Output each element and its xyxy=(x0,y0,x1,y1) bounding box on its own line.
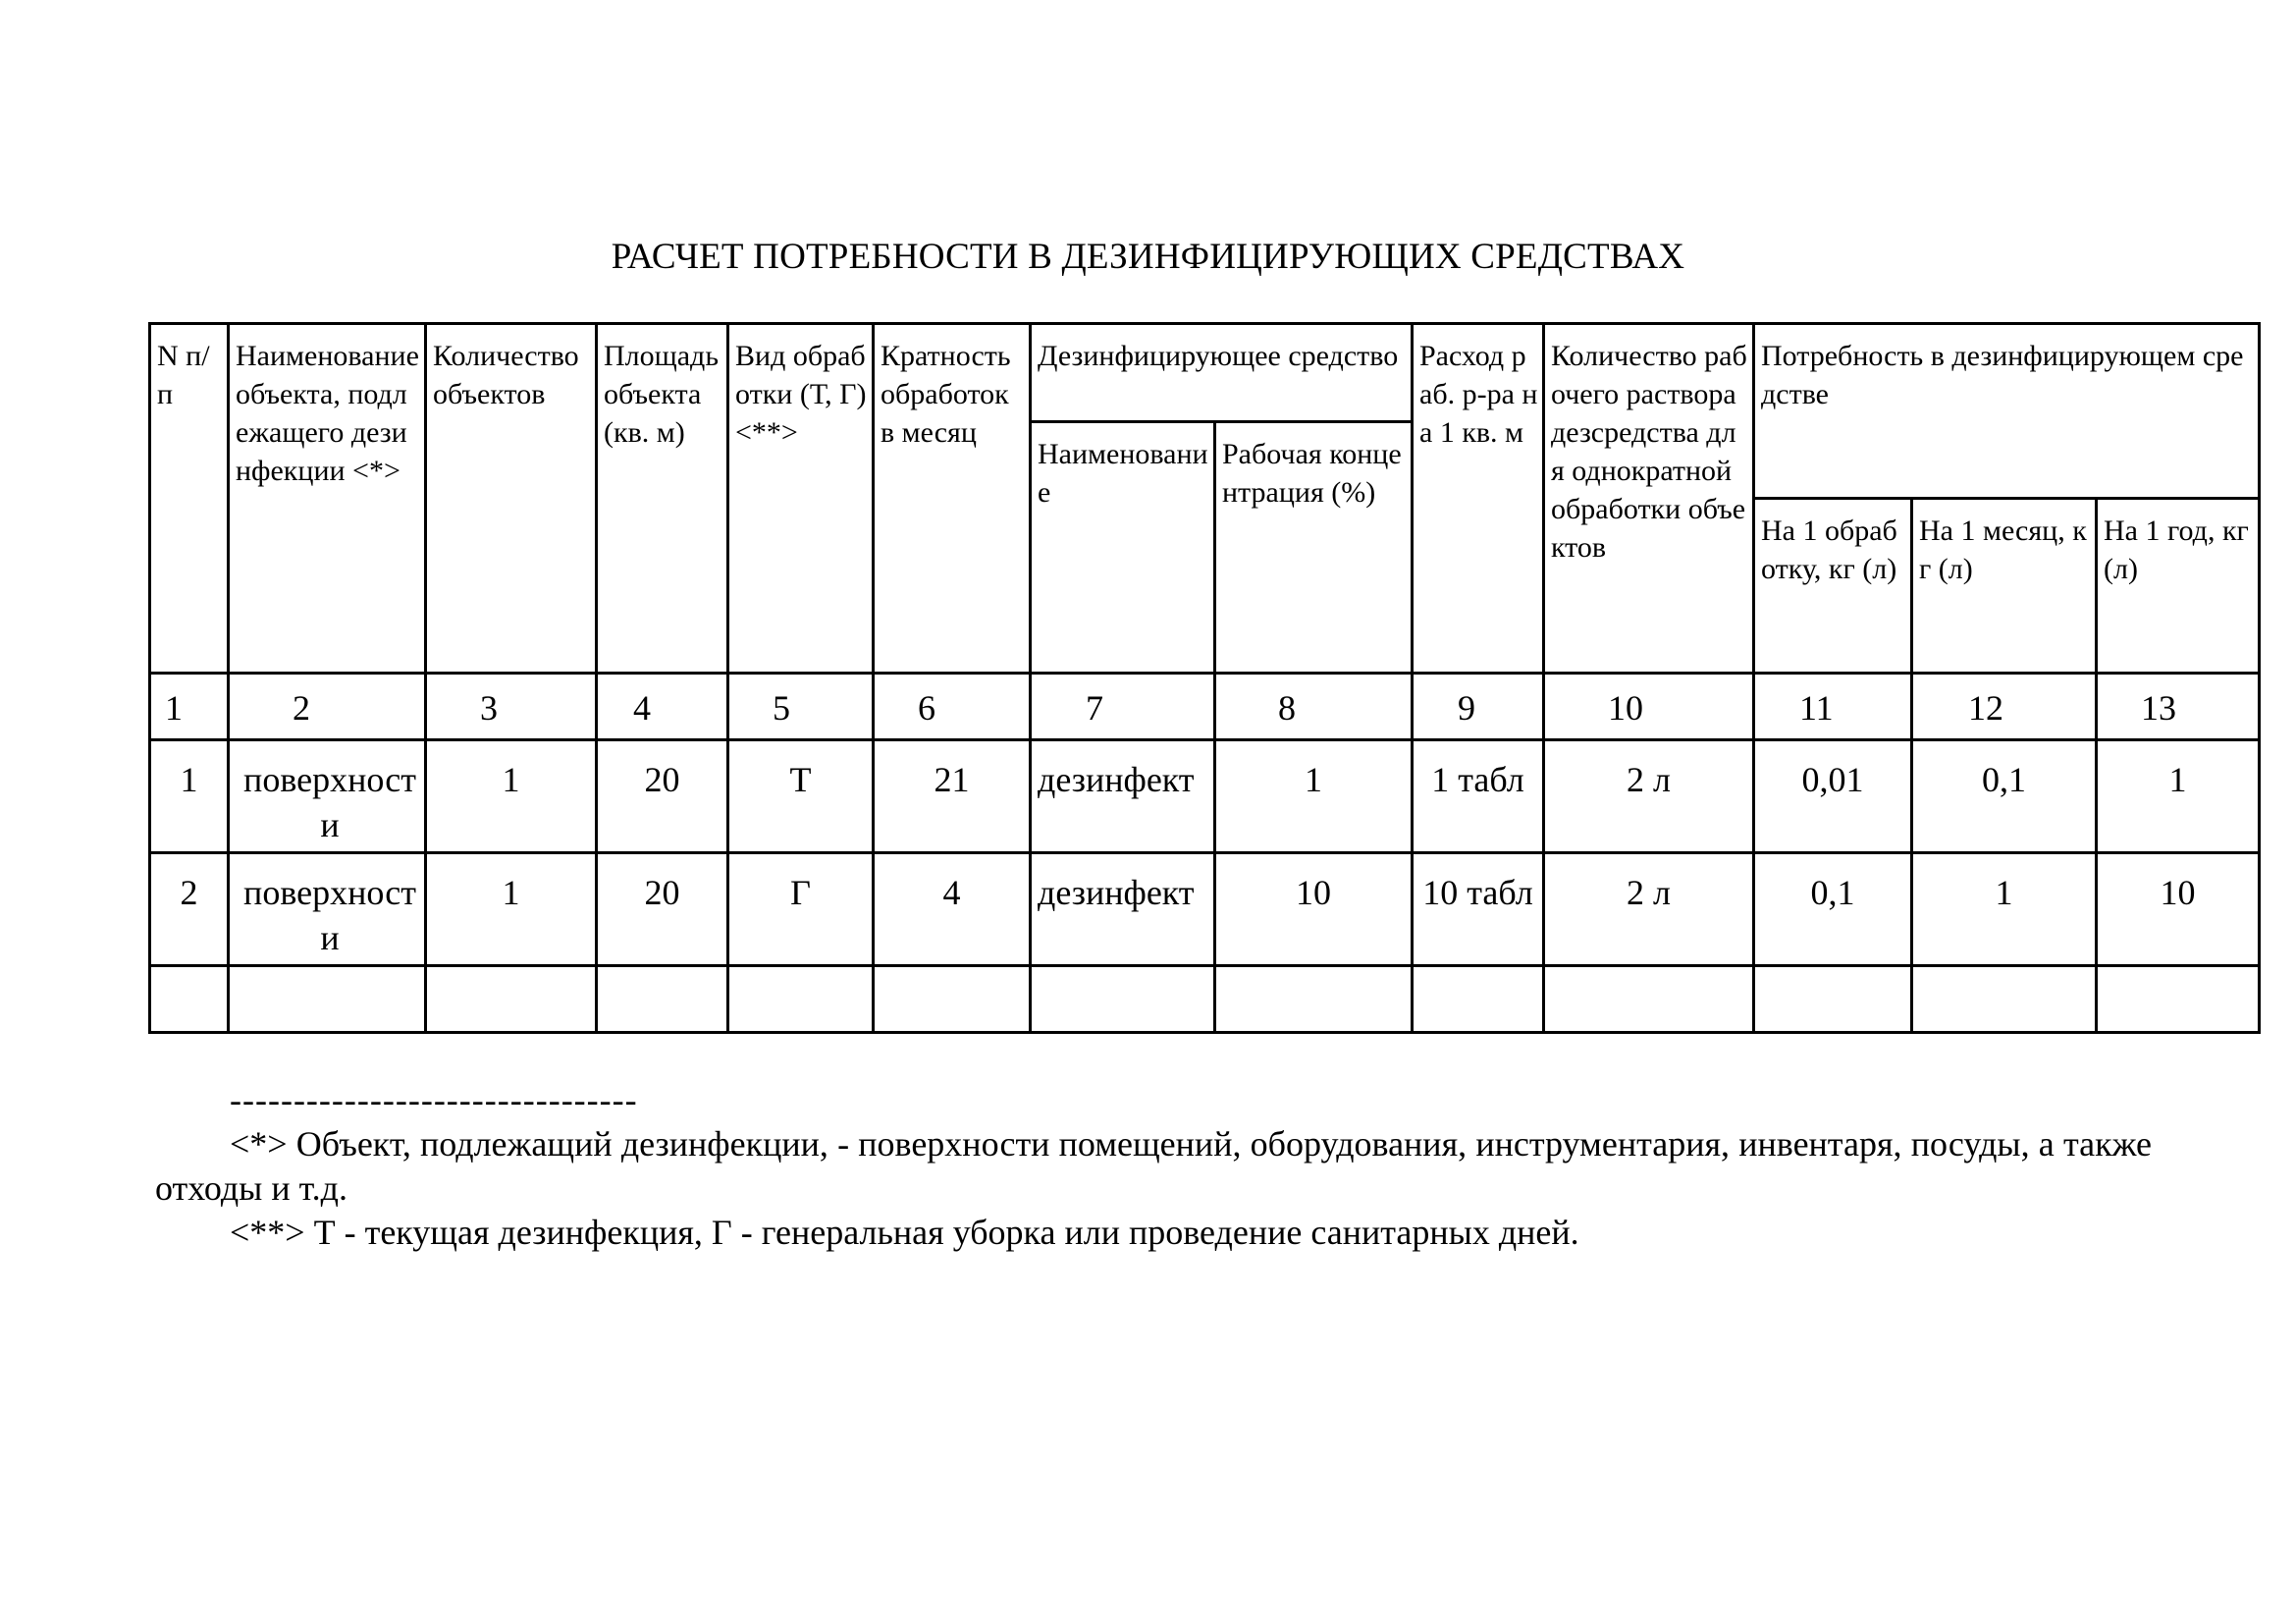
cell-per-treatment: 0,1 xyxy=(1754,853,1912,966)
column-number: 6 xyxy=(874,674,1031,740)
header-concentration: Рабочая концентрация (%) xyxy=(1215,422,1413,674)
empty-table-row xyxy=(150,966,2260,1033)
cell-consumption: 10 табл xyxy=(1413,853,1544,966)
column-number: 8 xyxy=(1215,674,1413,740)
empty-cell xyxy=(1544,966,1754,1033)
cell-agent: дезинфект xyxy=(1031,740,1215,853)
cell-concentration: 1 xyxy=(1215,740,1413,853)
cell-per-month: 0,1 xyxy=(1912,740,2097,853)
cell-count: 1 xyxy=(426,740,597,853)
table-row xyxy=(150,740,2260,853)
cell-per-month: 1 xyxy=(1912,853,2097,966)
table-row xyxy=(150,853,2260,966)
cell-object: поверхности xyxy=(229,853,426,966)
column-number: 4 xyxy=(597,674,728,740)
column-number: 11 xyxy=(1754,674,1912,740)
cell-n: 1 xyxy=(150,740,229,853)
empty-cell xyxy=(229,966,426,1033)
empty-cell xyxy=(426,966,597,1033)
cell-agent: дезинфект xyxy=(1031,853,1215,966)
empty-cell xyxy=(597,966,728,1033)
cell-count: 1 xyxy=(426,853,597,966)
column-number: 12 xyxy=(1912,674,2097,740)
header-disinfectant-group: Дезинфицирующее средство xyxy=(1031,324,1413,422)
footnote-rule: -------------------------------- xyxy=(230,1080,638,1119)
column-number: 7 xyxy=(1031,674,1215,740)
disinfectant-calculation-table xyxy=(148,322,2261,1034)
cell-per-year: 10 xyxy=(2097,853,2260,966)
footnote-2: <**> Т - текущая дезинфекция, Г - генеральная уборка или проведение санитарных дней. xyxy=(230,1213,1579,1252)
cell-type: Т xyxy=(728,740,874,853)
column-number: 10 xyxy=(1544,674,1754,740)
cell-solution: 2 л xyxy=(1544,853,1754,966)
cell-area: 20 xyxy=(597,740,728,853)
header-per-year: На 1 год, кг (л) xyxy=(2097,499,2260,674)
column-number: 3 xyxy=(426,674,597,740)
cell-type: Г xyxy=(728,853,874,966)
cell-consumption: 1 табл xyxy=(1413,740,1544,853)
footnote-1: <*> Объект, подлежащий дезинфекции, - поверхности помещений, оборудования, инструментария, инвентаря, посуды, а также отходы и т.д. xyxy=(155,1124,2152,1208)
empty-cell xyxy=(1215,966,1413,1033)
cell-per-year: 1 xyxy=(2097,740,2260,853)
empty-cell xyxy=(150,966,229,1033)
empty-cell xyxy=(728,966,874,1033)
cell-area: 20 xyxy=(597,853,728,966)
cell-frequency: 21 xyxy=(874,740,1031,853)
document-title: РАСЧЕТ ПОТРЕБНОСТИ В ДЕЗИНФИЦИРУЮЩИХ СРЕДСТВАХ xyxy=(611,237,1685,277)
column-number: 2 xyxy=(229,674,426,740)
header-object-count: Количество объектов xyxy=(426,324,597,674)
header-row-top xyxy=(150,324,2260,422)
header-treatment-type: Вид обработки (Т, Г) <**> xyxy=(728,324,874,674)
cell-solution: 2 л xyxy=(1544,740,1754,853)
cell-n: 2 xyxy=(150,853,229,966)
column-number-row xyxy=(150,674,2260,740)
header-solution-amount: Количество рабочего раствора дезсредства для однократной обработки объектов xyxy=(1544,324,1754,674)
header-frequency: Кратность обработок в месяц xyxy=(874,324,1031,674)
column-number: 5 xyxy=(728,674,874,740)
column-number: 13 xyxy=(2097,674,2260,740)
header-n: N п/п xyxy=(150,324,229,674)
empty-cell xyxy=(1031,966,1215,1033)
cell-per-treatment: 0,01 xyxy=(1754,740,1912,853)
empty-cell xyxy=(1754,966,1912,1033)
header-per-month: На 1 месяц, кг (л) xyxy=(1912,499,2097,674)
empty-cell xyxy=(2097,966,2260,1033)
header-area: Площадь объекта (кв. м) xyxy=(597,324,728,674)
empty-cell xyxy=(874,966,1031,1033)
cell-frequency: 4 xyxy=(874,853,1031,966)
header-agent-name: Наименование xyxy=(1031,422,1215,674)
cell-object: поверхности xyxy=(229,740,426,853)
header-need-group: Потребность в дезинфицирующем средстве xyxy=(1754,324,2260,499)
header-object-name: Наименование объекта, подлежащего дезинфекции <*> xyxy=(229,324,426,674)
header-consumption: Расход раб. р-ра на 1 кв. м xyxy=(1413,324,1544,674)
column-number: 1 xyxy=(150,674,229,740)
footnotes xyxy=(155,1078,2152,1255)
header-per-treatment: На 1 обработку, кг (л) xyxy=(1754,499,1912,674)
empty-cell xyxy=(1413,966,1544,1033)
column-number: 9 xyxy=(1413,674,1544,740)
empty-cell xyxy=(1912,966,2097,1033)
cell-concentration: 10 xyxy=(1215,853,1413,966)
